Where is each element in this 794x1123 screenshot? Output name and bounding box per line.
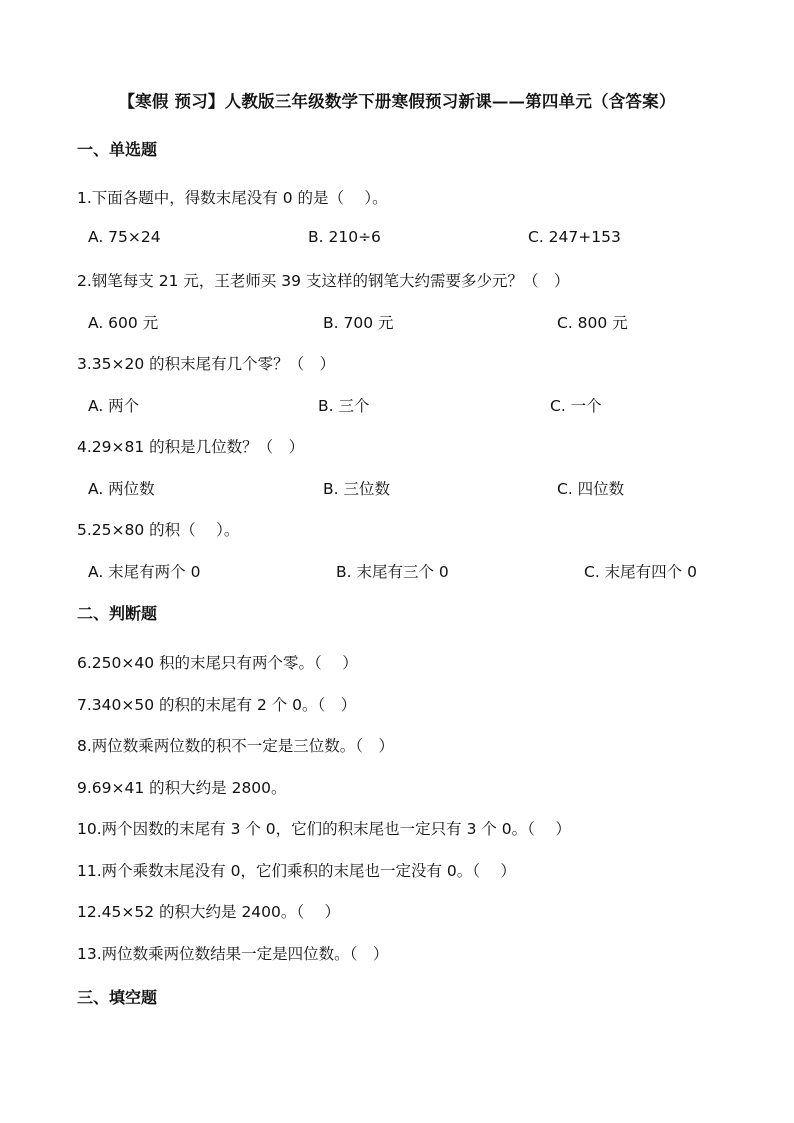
question-8: 8.两位数乘两位数的积不一定是三位数。（ ） [77, 737, 395, 755]
section-heading-fill-blank: 三、填空题 [77, 988, 158, 1007]
option-4b: B. 三位数 [323, 480, 390, 498]
question-9: 9.69×41 的积大约是 2800。 [77, 779, 287, 797]
option-4c: C. 四位数 [557, 480, 625, 498]
question-6: 6.250×40 积的末尾只有两个零。（ ） [77, 654, 358, 672]
section-heading-single-choice: 一、单选题 [77, 140, 158, 159]
option-2a: A. 600 元 [88, 314, 159, 332]
question-4: 4.29×81 的积是几位数？（ ） [77, 438, 305, 456]
question-5: 5.25×80 的积（ ）。 [77, 521, 240, 539]
question-1: 1.下面各题中，得数末尾没有 0 的是（ ）。 [77, 189, 388, 207]
option-3c: C. 一个 [550, 397, 602, 415]
option-5c: C. 末尾有四个 0 [584, 563, 697, 581]
option-3a: A. 两个 [88, 397, 140, 415]
option-3b: B. 三个 [318, 397, 370, 415]
question-12: 12.45×52 的积大约是 2400。（ ） [77, 903, 341, 921]
option-5a: A. 末尾有两个 0 [88, 563, 201, 581]
option-5b: B. 末尾有三个 0 [336, 563, 449, 581]
question-2: 2.钢笔每支 21 元，王老师买 39 支这样的钢笔大约需要多少元？（ ） [77, 272, 570, 290]
question-13: 13.两位数乘两位数结果一定是四位数。（ ） [77, 945, 389, 963]
option-4a: A. 两位数 [88, 480, 155, 498]
question-10: 10.两个因数的末尾有 3 个 0，它们的积末尾也一定只有 3 个 0。（ ） [77, 820, 571, 838]
option-1a: A. 75×24 [88, 228, 161, 246]
option-1c: C. 247+153 [528, 228, 621, 246]
option-2b: B. 700 元 [323, 314, 394, 332]
option-2c: C. 800 元 [557, 314, 628, 332]
question-3: 3.35×20 的积末尾有几个零？（ ） [77, 355, 336, 373]
option-1b: B. 210÷6 [308, 228, 381, 246]
section-heading-true-false: 二、判断题 [77, 604, 158, 623]
question-11: 11.两个乘数末尾没有 0，它们乘积的末尾也一定没有 0。（ ） [77, 862, 516, 880]
document-title: 【寒假 预习】人教版三年级数学下册寒假预习新课——第四单元（含答案） [118, 92, 676, 111]
question-7: 7.340×50 的积的末尾有 2 个 0。（ ） [77, 696, 357, 714]
